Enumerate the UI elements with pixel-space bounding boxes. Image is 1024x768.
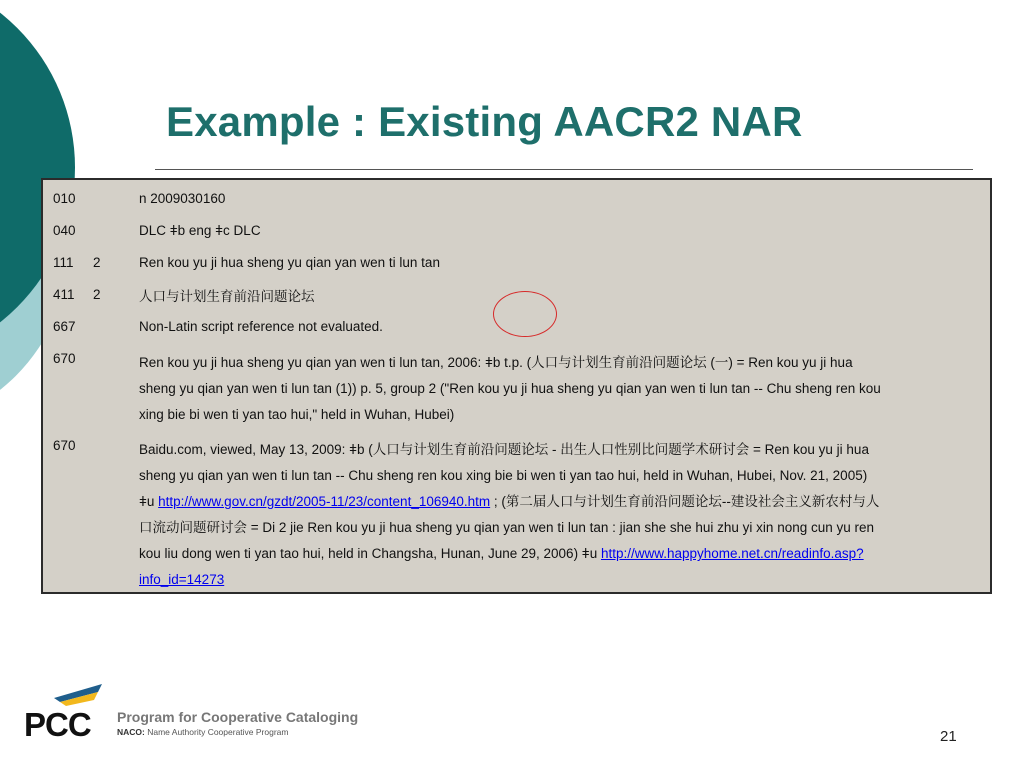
page-number: 21 <box>940 728 957 745</box>
source-link-happyhome[interactable]: http://www.happyhome.net.cn/readinfo.asp? <box>600 546 864 561</box>
field-tag: 010 <box>53 191 76 206</box>
source-link-gov-cn[interactable]: http://www.gov.cn/gzdt/2005-11/23/content_106940.htm <box>158 494 491 509</box>
field-tag: 411 <box>53 287 75 302</box>
logo-sub-bold: NACO: <box>117 727 145 737</box>
field-tag: 667 <box>53 319 76 334</box>
field-content-line: Ren kou yu ji hua sheng yu qian yan wen ti lun tan, 2006: ǂb t.p. (人口与计划生育前沿问题论坛 (一) = Ren kou yu ji hua <box>139 355 853 370</box>
field-content-line: 口流动问题研讨会 = Di 2 jie Ren kou yu ji hua sheng yu qian yan wen ti lun tan : jian she she hui zhu yi xin nong cun yu ren <box>139 520 875 535</box>
field-tag: 111 <box>53 255 74 270</box>
logo-program-name: Program for Cooperative Cataloging <box>117 709 359 725</box>
authority-record-panel <box>41 178 992 594</box>
field-content: n 2009030160 <box>139 191 226 206</box>
field-content-line: sheng yu qian yan wen ti lun tan -- Chu sheng ren kou xing bie bi wen ti yan tao hui, held in Wuhan, Hubei, Nov. 21, 2005) <box>139 468 868 483</box>
subfield-code: ǂu <box>139 494 159 509</box>
logo-acronym: PCC <box>24 706 91 743</box>
field-content: Ren kou yu ji hua sheng yu qian yan wen ti lun tan <box>139 255 440 270</box>
field-tag: 670 <box>53 351 76 366</box>
field-content-text: ; (第二届人口与计划生育前沿问题论坛--建设社会主义新农村与人 <box>490 494 880 509</box>
field-indicator: 2 <box>93 287 101 302</box>
field-content: DLC ǂb eng ǂc DLC <box>139 223 261 238</box>
field-indicator: 2 <box>93 255 101 270</box>
slide-title: Example : Existing AACR2 NAR <box>166 98 803 145</box>
field-content: Non-Latin script reference not evaluated. <box>139 319 383 334</box>
logo-sub-rest: Name Authority Cooperative Program <box>144 727 289 737</box>
field-content: 人口与计划生育前沿问题论坛 <box>139 289 315 304</box>
field-content-line: Baidu.com, viewed, May 13, 2009: ǂb (人口与计划生育前沿问题论坛 - 出生人口性别比问题学术研讨会 = Ren kou yu ji hua <box>139 442 869 457</box>
field-content-line <box>139 567 987 593</box>
field-content-text: kou liu dong wen ti yan tao hui, held in Changsha, Hunan, June 29, 2006) ǂu <box>139 546 601 561</box>
title-divider <box>155 169 973 170</box>
field-tag: 040 <box>53 223 76 238</box>
field-tag: 670 <box>53 438 76 453</box>
field-content-line: xing bie bi wen ti yan tao hui," held in Wuhan, Hubei) <box>139 407 455 422</box>
source-link-happyhome-cont[interactable]: info_id=14273 <box>139 572 225 587</box>
field-content-line <box>139 541 987 567</box>
field-content-line: sheng yu qian yan wen ti lun tan (1)) p. 5, group 2 ("Ren kou yu ji hua sheng yu qian yan wen ti lun tan -- Chu sheng ren kou <box>139 381 881 396</box>
logo-subtitle <box>117 727 288 737</box>
field-content-line <box>139 489 987 515</box>
